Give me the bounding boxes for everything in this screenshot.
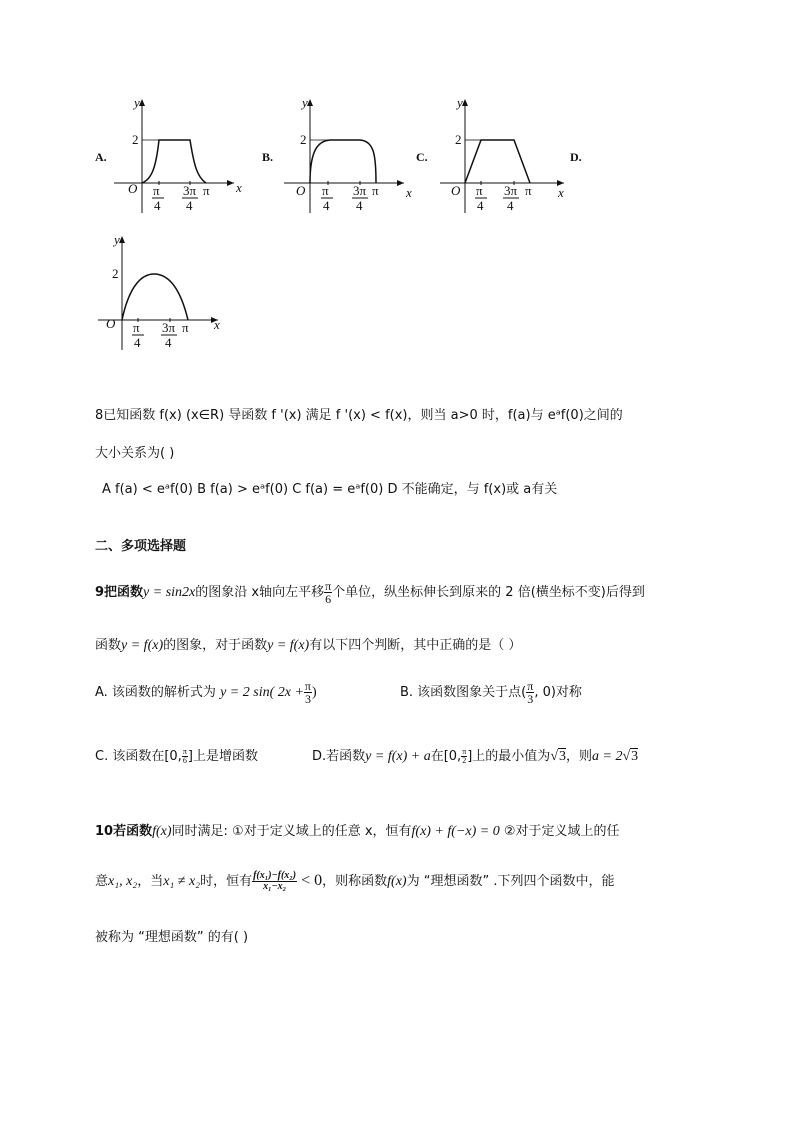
q9-opt-d-ans: a = 2 bbox=[592, 749, 623, 764]
tick-pi4-num: π bbox=[133, 320, 140, 335]
q10-text-6: ，则称函数 bbox=[322, 874, 388, 889]
q9-opt-b-close: , 0)对称 bbox=[534, 685, 582, 700]
graph-d-svg bbox=[96, 232, 236, 357]
curve bbox=[310, 140, 376, 183]
q10-line2 bbox=[95, 870, 614, 892]
q9-shift-fraction bbox=[324, 580, 332, 605]
tick-pi4-num: π bbox=[153, 183, 160, 198]
tick-3pi4-den: 4 bbox=[507, 198, 514, 213]
q9-line2 bbox=[95, 634, 521, 654]
tick-3pi4-den: 4 bbox=[165, 335, 172, 350]
q9-expr-1: y = sin2x bbox=[143, 585, 196, 600]
sqrt-value: 3 bbox=[631, 749, 639, 764]
frac-num: π bbox=[527, 679, 534, 693]
frac-num: π bbox=[462, 747, 467, 756]
option-c-letter: C. bbox=[416, 150, 428, 164]
tick-3pi4-den: 4 bbox=[186, 198, 193, 213]
curve bbox=[122, 274, 188, 320]
q10-text-7: 为 “理想函数” .下列四个函数中，能 bbox=[406, 874, 615, 889]
tick-3pi4-num: 3π bbox=[353, 183, 367, 198]
q9-expr-2: y = f(x) bbox=[121, 638, 164, 653]
q9-opt-c-label: C. 该函数在[0, bbox=[95, 749, 182, 764]
q8-line1: 8已知函数 f(x) (x∈R) 导函数 f '(x) 满足 f '(x) < f(x)，则当 a>0 时，f(a)与 eᵃf(0)之间的 bbox=[95, 408, 623, 423]
q9-text-4: 的图象，对于函数 bbox=[163, 638, 268, 653]
frac-den: 6 bbox=[325, 592, 332, 606]
graph-b-svg bbox=[282, 95, 422, 220]
option-d-letter: D. bbox=[570, 150, 582, 164]
graph-a-svg bbox=[112, 95, 252, 220]
q9-text-2: 个单位，纵坐标伸长到原来的 2 倍(横坐标不变)后得到 bbox=[332, 585, 645, 600]
tick-3pi4-num: 3π bbox=[183, 183, 197, 198]
tick-pi4-num: π bbox=[322, 183, 329, 198]
q9-line1 bbox=[95, 580, 645, 605]
frac-den: x₁−x₂ bbox=[263, 881, 287, 892]
origin-label: O bbox=[296, 183, 306, 198]
tick-pi4-den: 4 bbox=[154, 198, 161, 213]
q9-opt-d-mid: 在[0, bbox=[430, 749, 462, 764]
tick-pi4-den: 4 bbox=[323, 198, 330, 213]
origin-label: O bbox=[128, 181, 138, 196]
q10-expr-3: x₁, x₂ bbox=[108, 874, 138, 889]
q10-line3: 被称为 “理想函数” 的有( ) bbox=[95, 930, 249, 945]
x-label: x bbox=[558, 185, 564, 200]
q9-opt-d-mid2: ]上的最小值为 bbox=[467, 749, 551, 764]
q10-expr-5: f(x) bbox=[387, 874, 407, 889]
q9-opt-d-expr: y = f(x) + a bbox=[365, 749, 431, 764]
tick-2: 2 bbox=[112, 266, 119, 281]
section2-title: 二、多项选择题 bbox=[95, 539, 187, 554]
q8-line2: 大小关系为( ) bbox=[95, 446, 175, 461]
q9-option-b bbox=[400, 680, 582, 705]
q9-opt-b-label: B. 该函数图象关于点( bbox=[400, 685, 527, 700]
y-arrow bbox=[139, 99, 145, 106]
q9-opt-d-sqrt: √3 bbox=[550, 749, 566, 764]
q10-fraction bbox=[252, 871, 297, 892]
q10-number: 10若函数 bbox=[95, 824, 153, 839]
graph-a bbox=[112, 95, 252, 220]
q9-opt-d-ans-sqrt: √3 bbox=[622, 749, 639, 764]
tick-pi: π bbox=[372, 183, 379, 198]
q10-text-5: 时，恒有 bbox=[200, 874, 253, 889]
tick-pi4-den: 4 bbox=[134, 335, 141, 350]
q10-text-4: ，当 bbox=[137, 874, 164, 889]
q10-expr-1: f(x) bbox=[152, 824, 172, 839]
option-a-letter: A. bbox=[95, 150, 107, 164]
sqrt-value: 3 bbox=[559, 749, 566, 764]
tick-3pi4-num: 3π bbox=[504, 183, 518, 198]
q9-opt-d-label: D.若函数 bbox=[312, 749, 366, 764]
q10-expr-4: x₁ ≠ x₂ bbox=[163, 874, 201, 889]
frac-num: π bbox=[182, 747, 187, 756]
graph-d bbox=[96, 232, 236, 357]
origin-label: O bbox=[451, 183, 461, 198]
q9-text-1: 的图象沿 x轴向左平移 bbox=[195, 585, 325, 600]
q10-text-3: 意 bbox=[95, 874, 109, 889]
tick-pi4-num: π bbox=[476, 183, 483, 198]
graph-c bbox=[438, 95, 578, 220]
q9-option-a bbox=[95, 680, 317, 705]
graph-c-svg bbox=[438, 95, 578, 220]
tick-pi: π bbox=[182, 320, 189, 335]
tick-pi4-den: 4 bbox=[477, 198, 484, 213]
y-label: y bbox=[302, 95, 308, 110]
frac-den: 3 bbox=[304, 692, 311, 706]
q9-opt-d-end: ，则 bbox=[566, 749, 593, 764]
tick-pi: π bbox=[525, 183, 532, 198]
y-label: y bbox=[457, 95, 463, 110]
tick-pi: π bbox=[203, 183, 210, 198]
tick-3pi4-den: 4 bbox=[356, 198, 363, 213]
q10-text-2: ②对于定义域上的任 bbox=[499, 824, 620, 839]
frac-num: π bbox=[304, 679, 311, 693]
x-label: x bbox=[214, 317, 220, 332]
tick-3pi4-num: 3π bbox=[162, 320, 176, 335]
option-b-letter: B. bbox=[262, 150, 274, 164]
q10-expr-2: f(x) + f(−x) = 0 bbox=[411, 824, 500, 839]
q9-opt-a-expr: y = 2 sin( 2x + bbox=[220, 685, 304, 700]
q9-opt-c-close: ]上是增函数 bbox=[187, 749, 258, 764]
q10-text-1: 同时满足: ①对于定义域上的任意 x，恒有 bbox=[171, 824, 412, 839]
curve bbox=[142, 140, 206, 183]
frac-den: 3 bbox=[527, 692, 534, 706]
x-label: x bbox=[406, 185, 412, 200]
q9-expr-3: y = f(x) bbox=[267, 638, 310, 653]
q8-options: A f(a) < eᵃf(0) B f(a) > eᵃf(0) C f(a) = eᵃf(0) D 不能确定，与 f(x)或 a有关 bbox=[102, 482, 558, 497]
q9-opt-a-close: ) bbox=[311, 685, 317, 700]
curve bbox=[465, 140, 530, 183]
q9-opt-a-fraction bbox=[304, 680, 312, 705]
y-label: y bbox=[114, 232, 120, 247]
q10-line1 bbox=[95, 820, 620, 840]
frac-num: π bbox=[325, 579, 332, 593]
q9-text-5: 有以下四个判断，其中正确的是（ ） bbox=[309, 638, 522, 653]
frac-den: 6 bbox=[182, 756, 187, 765]
x-label: x bbox=[236, 180, 242, 195]
tick-2: 2 bbox=[300, 132, 307, 147]
q9-option-d bbox=[312, 745, 638, 765]
q9-option-c bbox=[95, 745, 258, 765]
q9-text-3: 函数 bbox=[95, 638, 122, 653]
tick-2: 2 bbox=[132, 132, 139, 147]
frac-num: f(x₁)−f(x₂) bbox=[253, 870, 297, 881]
graph-b bbox=[282, 95, 422, 220]
frac-den: 2 bbox=[462, 756, 467, 765]
q9-opt-a-label: A. 该函数的解析式为 bbox=[95, 685, 216, 700]
origin-label: O bbox=[106, 316, 116, 331]
q10-ineq: < 0 bbox=[297, 872, 323, 889]
y-label: y bbox=[134, 95, 140, 110]
q9-number: 9把函数 bbox=[95, 585, 144, 600]
x-arrow bbox=[227, 180, 234, 186]
tick-2: 2 bbox=[455, 132, 462, 147]
